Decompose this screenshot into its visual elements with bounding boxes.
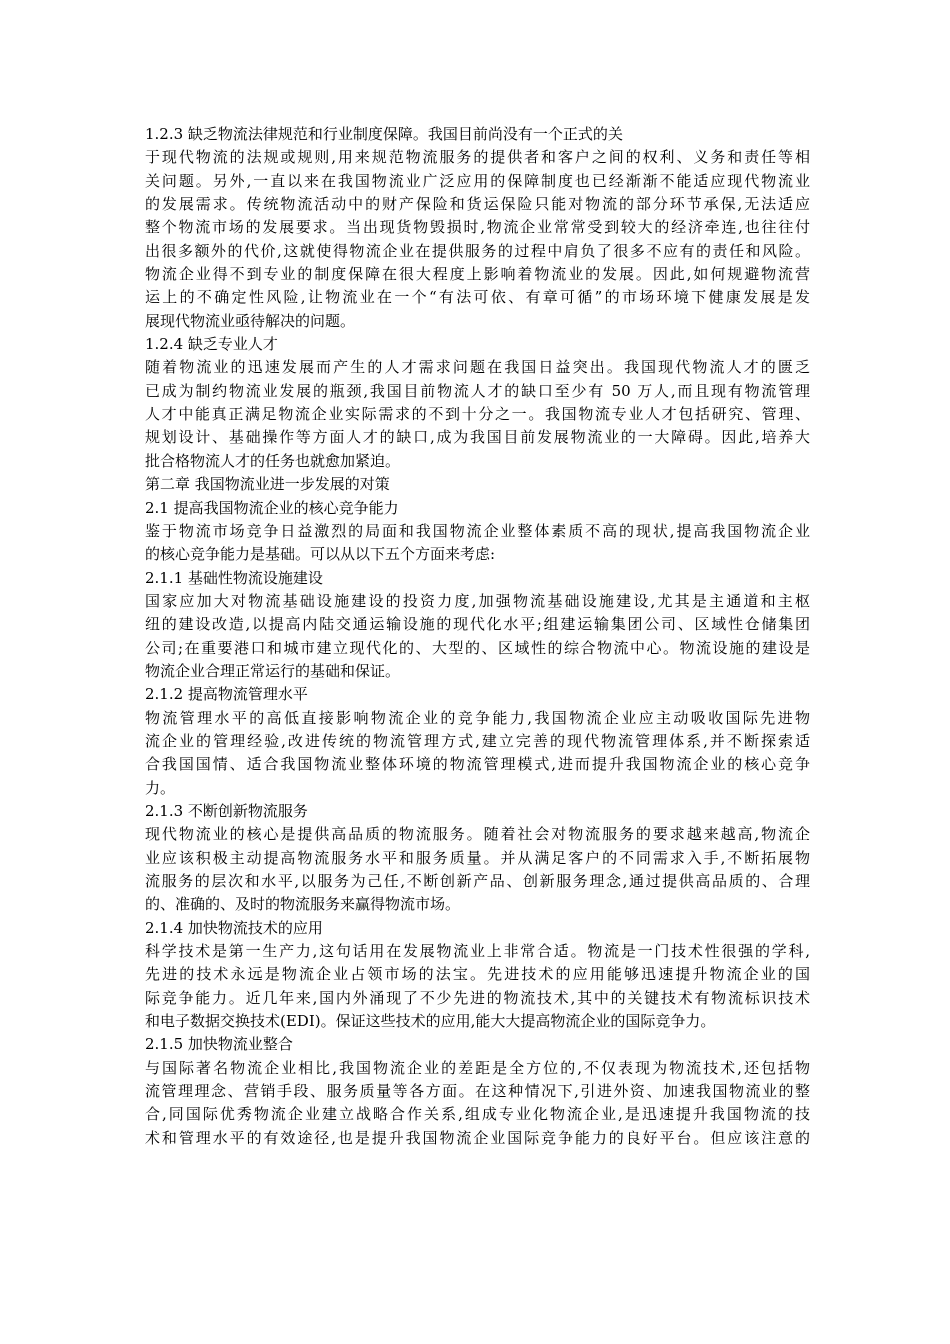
paragraph-line: 力。 <box>145 778 176 797</box>
paragraph-line: 随着物流业的迅速发展而产生的人才需求问题在我国日益突出。我国现代物流人才的匮乏 <box>145 358 810 377</box>
paragraph-line: 人才中能真正满足物流企业实际需求的不到十分之一。我国物流专业人才包括研究、管理、 <box>145 405 810 424</box>
paragraph-line: 合我国国情、适合我国物流业整体环境的物流管理模式,进而提升我国物流企业的核心竞争 <box>145 755 810 774</box>
section-heading: 2.1.4 加快物流技术的应用 <box>145 918 323 937</box>
paragraph-line: 流企业的管理经验,改进传统的物流管理方式,建立完善的现代物流管理体系,并不断探索适 <box>145 731 810 750</box>
paragraph-line: 规划设计、基础操作等方面人才的缺口,成为我国目前发展物流业的一大障碍。因此,培养大 <box>145 428 810 447</box>
paragraph-line: 际竞争能力。近几年来,国内外涌现了不少先进的物流技术,其中的关键技术有物流标识技术 <box>145 988 810 1007</box>
paragraph-line: 纽的建设改造,以提高内陆交通运输设施的现代化水平;组建运输集团公司、区域性仓储集团 <box>145 615 810 634</box>
paragraph-line: 关问题。另外,一直以来在我国物流业广泛应用的保障制度也已经渐渐不能适应现代物流业 <box>145 171 810 190</box>
section-heading: 第二章 我国物流业进一步发展的对策 <box>145 475 390 494</box>
paragraph-line: 术和管理水平的有效途径,也是提升我国物流企业国际竞争能力的良好平台。但应该注意的 <box>145 1128 810 1147</box>
section-heading: 2.1.1 基础性物流设施建设 <box>145 568 323 587</box>
paragraph-line: 已成为制约物流业发展的瓶颈,我国目前物流人才的缺口至少有 50 万人,而且现有物流管理 <box>145 381 810 400</box>
paragraph-line: 鉴于物流市场竞争日益激烈的局面和我国物流企业整体素质不高的现状,提高我国物流企业 <box>145 521 810 540</box>
paragraph-line: 与国际著名物流企业相比,我国物流企业的差距是全方位的,不仅表现为物流技术,还包括物 <box>145 1058 810 1077</box>
paragraph-line: 和电子数据交换技术(EDI)。保证这些技术的应用,能大大提高物流企业的国际竞争力。 <box>145 1012 716 1031</box>
section-heading: 2.1.5 加快物流业整合 <box>145 1035 293 1054</box>
paragraph-line: 国家应加大对物流基础设施建设的投资力度,加强物流基础设施建设,尤其是主通道和主枢 <box>145 591 810 610</box>
paragraph-line: 现代物流业的核心是提供高品质的物流服务。随着社会对物流服务的要求越来越高,物流企 <box>145 825 810 844</box>
paragraph-line: 于现代物流的法规或规则,用来规范物流服务的提供者和客户之间的权利、义务和责任等相 <box>145 148 810 167</box>
section-heading: 1.2.4 缺乏专业人才 <box>145 335 278 354</box>
paragraph-line: 整个物流市场的发展要求。当出现货物毁损时,物流企业常常受到较大的经济牵连,也往往付 <box>145 218 810 237</box>
paragraph-line: 业应该积极主动提高物流服务水平和服务质量。并从满足客户的不同需求入手,不断拓展物 <box>145 848 810 867</box>
paragraph-line: 运上的不确定性风险,让物流业在一个“有法可依、有章可循”的市场环境下健康发展是发 <box>145 288 810 307</box>
paragraph-line: 的发展需求。传统物流活动中的财产保险和货运保险只能对物流的部分环节承保,无法适应 <box>145 195 810 214</box>
section-heading: 2.1 提高我国物流企业的核心竞争能力 <box>145 498 399 517</box>
paragraph-line: 物流企业合理正常运行的基础和保证。 <box>145 661 401 680</box>
paragraph-line: 的核心竞争能力是基础。可以从以下五个方面来考虑: <box>145 545 496 564</box>
paragraph-line: 流管理理念、营销手段、服务质量等各方面。在这种情况下,引进外资、加速我国物流业的整 <box>145 1082 810 1101</box>
section-heading: 2.1.2 提高物流管理水平 <box>145 685 308 704</box>
paragraph-line: 展现代物流业亟待解决的问题。 <box>145 311 356 330</box>
paragraph-line: 科学技术是第一生产力,这句话用在发展物流业上非常合适。物流是一门技术性很强的学科, <box>145 942 810 961</box>
paragraph-line: 合,同国际优秀物流企业建立战略合作关系,组成专业化物流企业,是迅速提升我国物流的技 <box>145 1105 810 1124</box>
paragraph-line: 物流管理水平的高低直接影响物流企业的竞争能力,我国物流企业应主动吸收国际先进物 <box>145 708 810 727</box>
paragraph-line: 出很多额外的代价,这就使得物流企业在提供服务的过程中肩负了很多不应有的责任和风险。 <box>145 241 810 260</box>
paragraph-line: 批合格物流人才的任务也就愈加紧迫。 <box>145 451 401 470</box>
paragraph-line: 先进的技术永远是物流企业占领市场的法宝。先进技术的应用能够迅速提升物流企业的国 <box>145 965 810 984</box>
paragraph-line: 流服务的层次和水平,以服务为己任,不断创新产品、创新服务理念,通过提供高品质的、合理 <box>145 872 810 890</box>
paragraph-line: 公司;在重要港口和城市建立现代化的、大型的、区域性的综合物流中心。物流设施的建设是 <box>145 638 810 657</box>
document-page <box>145 123 810 1150</box>
section-heading: 2.1.3 不断创新物流服务 <box>145 801 308 820</box>
paragraph-line: 物流企业得不到专业的制度保障在很大程度上影响着物流业的发展。因此,如何规避物流营 <box>145 265 810 284</box>
paragraph-line: 的、准确的、及时的物流服务来赢得物流市场。 <box>145 895 461 914</box>
section-heading: 1.2.3 缺乏物流法律规范和行业制度保障。我国目前尚没有一个正式的关 <box>145 125 623 143</box>
